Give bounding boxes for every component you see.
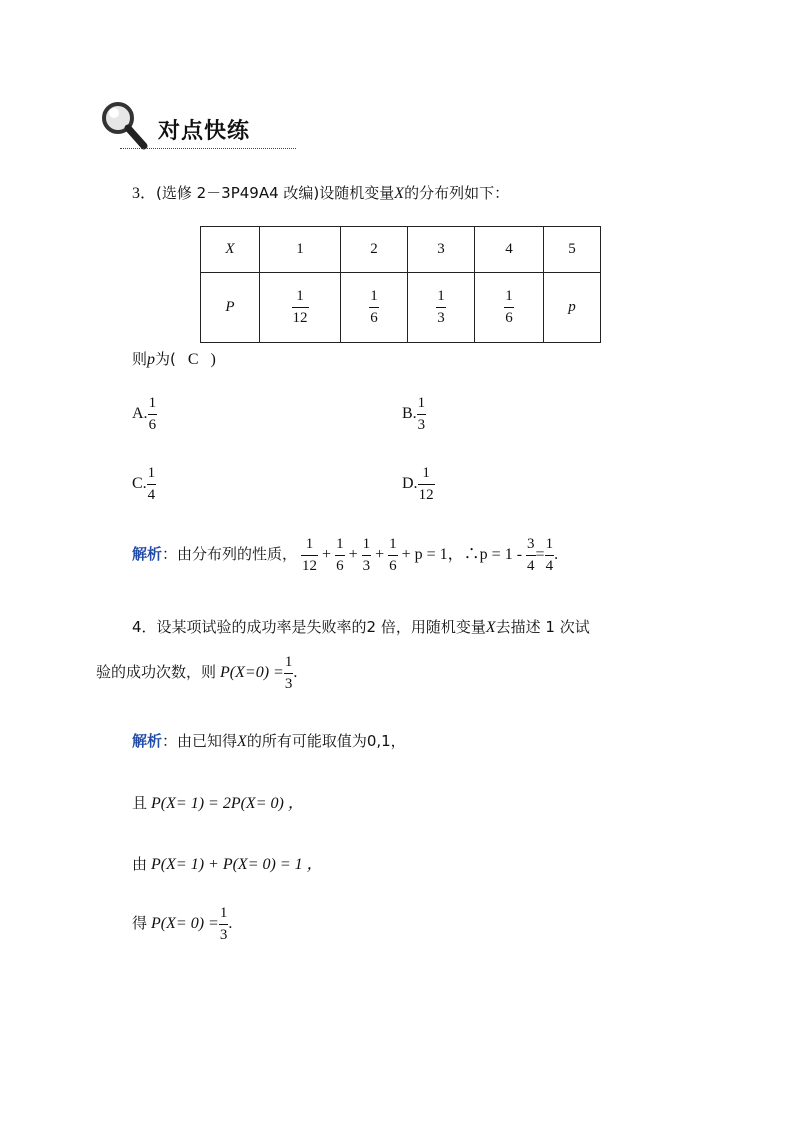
q4-analysis-2: 且 P(X= 1) = 2P(X= 0) ， [132,794,304,812]
table-row [201,227,601,273]
q4-line2: 验的成功次数，则 P(X=0) = $\frac{1}{3}$ . [96,654,298,692]
option-c: C. $\frac{1}{4}$ [132,465,156,503]
section-title: 对点快练 [158,119,251,144]
x-value: 4 [475,227,544,273]
answer: C [187,351,199,368]
q4-analysis-4: 得 P(X= 0) = $\frac{1}{3}$ . [132,905,233,943]
q3-stem: 3．(选修 2－3P49A4 改编)设随机变量X的分布列如下： [132,184,510,202]
x-value: 3 [408,227,475,273]
option-d: D. $\frac{1}{12}$ [402,465,434,503]
x-value: 5 [544,227,601,273]
analysis-label: 解析 [132,732,163,750]
p-value: $\frac{1}{6}$ [475,273,544,343]
p-value-last: p [544,273,601,343]
p-value: $\frac{1}{12}$ [260,273,341,343]
x-value: 1 [260,227,341,273]
p-value: $\frac{1}{3}$ [408,273,475,343]
q3-ask: 则p为( C ) [132,350,216,368]
x-value: 2 [341,227,408,273]
q3-analysis: 解析：由分布列的性质， $\frac{1}{12}$ + $\frac{1}{6}$ + $\frac{1}{3}$ + $\frac{1}{6}$ + p = 1，∴p = 1 - $\frac{3}{4}$ = $\frac{1}{4}$ . [132,536,559,574]
section-heading [98,98,298,154]
magnifier-icon [98,98,154,154]
p-value: $\frac{1}{6}$ [341,273,408,343]
row-label-x: X [201,227,260,273]
q4-analysis-3: 由 P(X= 1) + P(X= 0) = 1 ， [132,855,323,873]
analysis-label: 解析 [132,545,163,564]
heading-underline [120,148,296,149]
q4-analysis-1: 解析：由已知得X的所有可能取值为0,1， [132,732,406,750]
table-row [201,273,601,343]
distribution-table [200,226,601,343]
option-a: A. $\frac{1}{6}$ [132,395,157,433]
q4-line1: 4．设某项试验的成功率是失败率的2 倍，用随机变量X去描述 1 次试 [132,618,590,636]
row-label-p: P [201,273,260,343]
option-b: B. $\frac{1}{3}$ [402,395,426,433]
